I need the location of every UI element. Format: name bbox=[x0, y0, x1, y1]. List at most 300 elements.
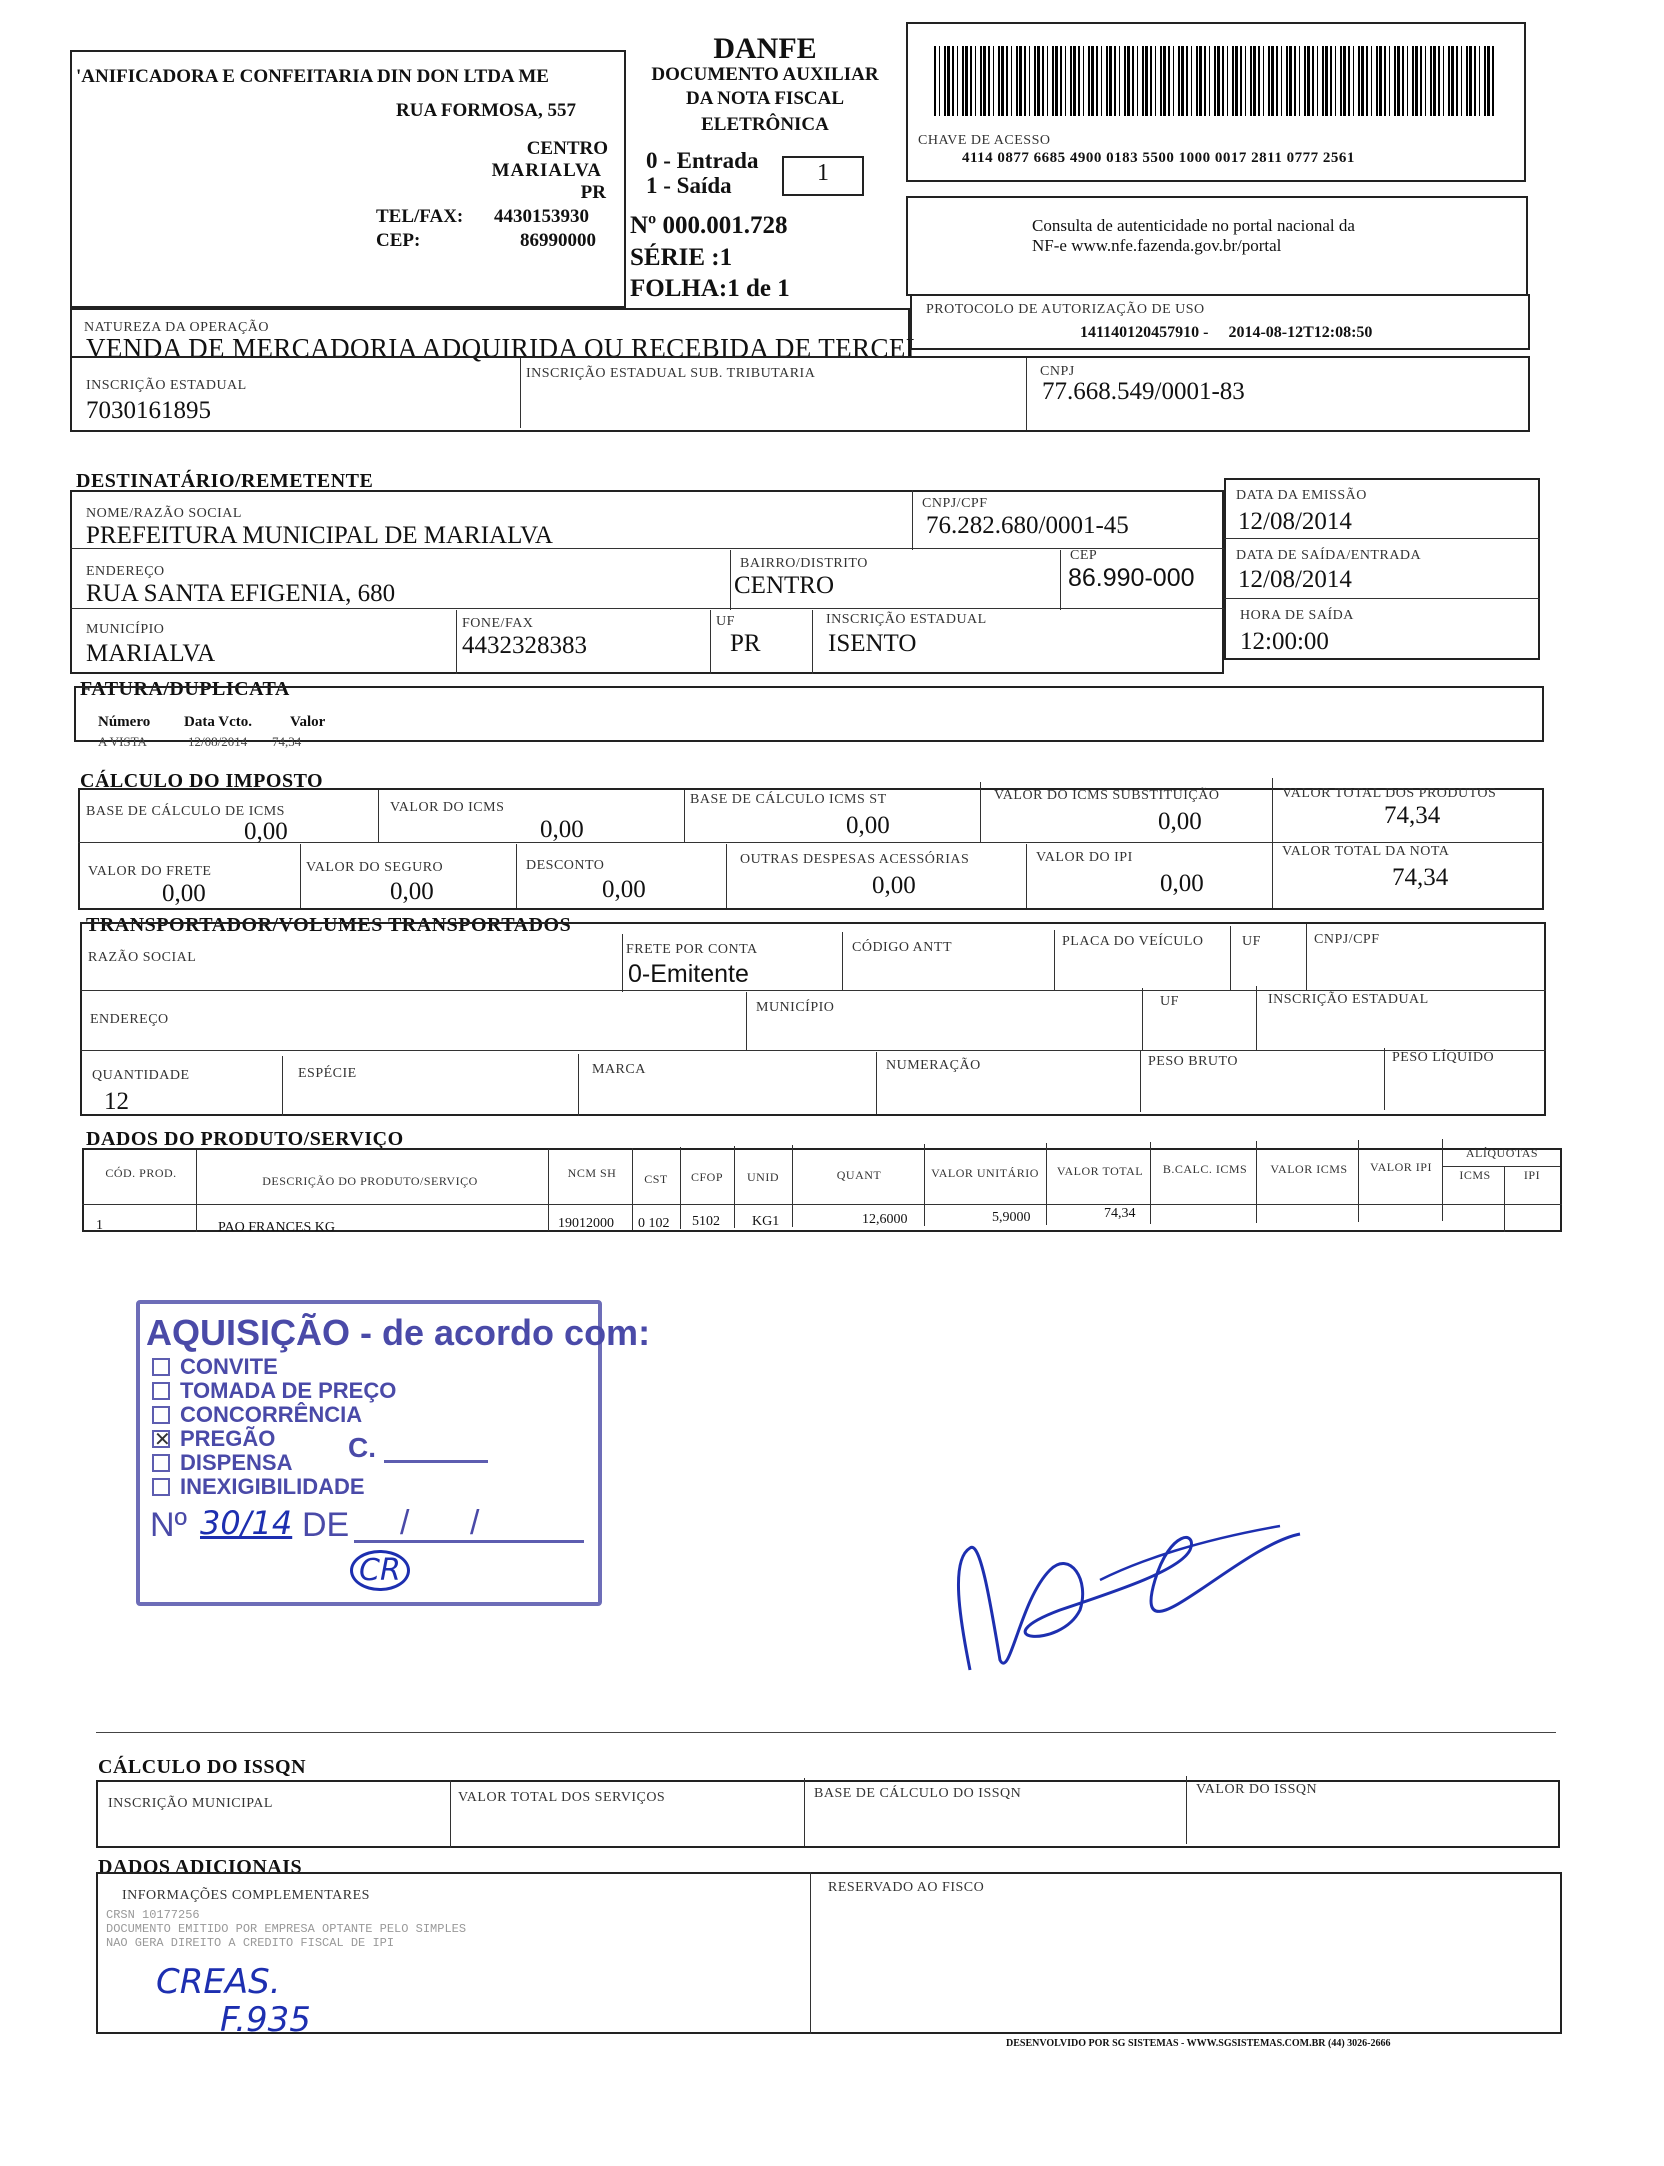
imp-col-2 bbox=[684, 790, 686, 842]
stamp-slash2: / bbox=[470, 1504, 480, 1542]
barcode-bar bbox=[1479, 46, 1480, 116]
seguro-label: VALOR DO SEGURO bbox=[306, 860, 444, 875]
barcode-bar bbox=[1047, 46, 1048, 116]
th-aliq: ALÍQUOTAS bbox=[1465, 1146, 1539, 1160]
tr-frete-label: FRETE POR CONTA bbox=[626, 942, 758, 957]
td-cfop: 5102 bbox=[692, 1214, 720, 1229]
fatura-data-label: Data Vcto. bbox=[184, 714, 253, 730]
dest-saida-label: DATA DE SAÍDA/ENTRADA bbox=[1236, 548, 1422, 563]
inscricao-divider2 bbox=[1026, 358, 1028, 430]
issqn-valor-label: VALOR DO ISSQN bbox=[1196, 1782, 1318, 1797]
barcode-bar bbox=[939, 46, 940, 116]
barcode-bar bbox=[1394, 46, 1396, 116]
barcode-bar bbox=[1415, 46, 1418, 116]
dest-bairro-label: BAIRRO/DISTRITO bbox=[740, 556, 868, 571]
issqn-servicos-label: VALOR TOTAL DOS SERVIÇOS bbox=[458, 1790, 666, 1805]
emitente-state: PR bbox=[580, 182, 606, 203]
barcode-bar bbox=[1160, 46, 1162, 116]
stamp-title: AQUISIÇÃO - de acordo com: bbox=[146, 1312, 651, 1353]
barcode-bar bbox=[1073, 46, 1076, 116]
prod-col-divider bbox=[1150, 1142, 1152, 1224]
tr-col-uf bbox=[1230, 926, 1232, 990]
tr-uf2-label: UF bbox=[1160, 994, 1179, 1009]
tr-razao-label: RAZÃO SOCIAL bbox=[88, 950, 197, 965]
natureza-label: NATUREZA DA OPERAÇÃO bbox=[84, 320, 270, 335]
barcode-bar bbox=[1466, 46, 1468, 116]
emitente-tel: 4430153930 bbox=[494, 206, 589, 227]
barcode-bar bbox=[965, 46, 968, 116]
dest-col-fone bbox=[456, 610, 458, 674]
fatura-numero-label: Número bbox=[98, 714, 151, 730]
danfe-entrada: 0 - Entrada bbox=[646, 148, 759, 173]
valor-icms-label: VALOR DO ICMS bbox=[390, 800, 505, 815]
td-vtotal: 74,34 bbox=[1104, 1206, 1136, 1221]
barcode-bar bbox=[1425, 46, 1426, 116]
barcode-bar bbox=[1078, 46, 1080, 116]
tr-numeracao-label: NUMERAÇÃO bbox=[886, 1058, 981, 1073]
dest-col-cep bbox=[1060, 550, 1062, 610]
barcode-bar bbox=[1209, 46, 1210, 116]
barcode-bar bbox=[1438, 46, 1440, 116]
prod-header-line bbox=[82, 1204, 1562, 1206]
dest-emissao: 12/08/2014 bbox=[1238, 508, 1352, 535]
barcode-bar bbox=[952, 46, 954, 116]
barcode-bar bbox=[1034, 46, 1036, 116]
dest-endereco: RUA SANTA EFIGENIA, 680 bbox=[86, 580, 396, 607]
barcode-bar bbox=[1304, 46, 1306, 116]
barcode-bar bbox=[1150, 46, 1152, 116]
barcode-bar bbox=[1317, 46, 1318, 116]
barcode-bar bbox=[1217, 46, 1220, 116]
barcode-bar bbox=[1361, 46, 1364, 116]
dest-nome: PREFEITURA MUNICIPAL DE MARIALVA bbox=[86, 522, 553, 549]
td-quant: 12,6000 bbox=[862, 1212, 908, 1227]
barcode-bar bbox=[1376, 46, 1378, 116]
outras: 0,00 bbox=[872, 872, 916, 899]
dest-uf-label: UF bbox=[716, 614, 735, 629]
barcode-bar bbox=[1461, 46, 1462, 116]
stamp-option-label: CONCORRÊNCIA bbox=[180, 1402, 363, 1427]
imp-col-3 bbox=[980, 782, 982, 842]
protocolo-label: PROTOCOLO DE AUTORIZAÇÃO DE USO bbox=[926, 302, 1205, 317]
barcode-bar bbox=[1322, 46, 1324, 116]
danfe-folha: FOLHA:1 de 1 bbox=[630, 275, 790, 302]
barcode-bar bbox=[1402, 46, 1404, 116]
base-icms: 0,00 bbox=[244, 818, 288, 845]
tr-row-line2 bbox=[80, 1050, 1546, 1052]
danfe-sub2: DA NOTA FISCAL bbox=[685, 88, 844, 109]
th-desc: DESCRIÇÃO DO PRODUTO/SERVIÇO bbox=[262, 1174, 478, 1188]
barcode-bar bbox=[1448, 46, 1450, 116]
barcode-bar bbox=[1227, 46, 1228, 116]
stamp-checkbox bbox=[152, 1382, 170, 1400]
dest-hora: 12:00:00 bbox=[1240, 628, 1329, 655]
barcode-bar bbox=[1137, 46, 1138, 116]
barcode-bar bbox=[1214, 46, 1216, 116]
barcode-bar bbox=[1487, 46, 1490, 116]
barcode-bar bbox=[1289, 46, 1292, 116]
outras-label: OUTRAS DESPESAS ACESSÓRIAS bbox=[740, 852, 970, 867]
total-prod-label: VALOR TOTAL DOS PRODUTOS bbox=[1282, 786, 1497, 801]
barcode-bar bbox=[1232, 46, 1234, 116]
dates-line1 bbox=[1224, 538, 1540, 540]
barcode-bar bbox=[1412, 46, 1414, 116]
dest-hora-label: HORA DE SAÍDA bbox=[1240, 608, 1354, 623]
barcode-bar bbox=[1271, 46, 1274, 116]
barcode-bar bbox=[1055, 46, 1058, 116]
transportador-section: TRANSPORTADOR/VOLUMES TRANSPORTADOS bbox=[86, 914, 572, 936]
prod-col-divider bbox=[548, 1149, 550, 1231]
barcode-bar bbox=[1052, 46, 1054, 116]
fatura-valor-label: Valor bbox=[290, 714, 326, 730]
th-quant: QUANT bbox=[836, 1168, 882, 1182]
prod-col-divider bbox=[1256, 1141, 1258, 1223]
tr-bruto-label: PESO BRUTO bbox=[1148, 1054, 1238, 1069]
barcode-bar bbox=[1307, 46, 1310, 116]
ie-value: 7030161895 bbox=[86, 397, 211, 424]
barcode-bar bbox=[1011, 46, 1012, 116]
danfe-sub3: ELETRÔNICA bbox=[701, 114, 829, 135]
barcode-bar bbox=[1348, 46, 1350, 116]
frete: 0,00 bbox=[162, 880, 206, 907]
tr-col-bruto bbox=[1140, 1050, 1142, 1112]
barcode bbox=[934, 46, 1500, 116]
issqn-col1 bbox=[450, 1780, 452, 1848]
barcode-bar bbox=[1366, 46, 1368, 116]
tr-col-ie bbox=[1256, 986, 1258, 1050]
cnpj-label: CNPJ bbox=[1040, 364, 1075, 379]
info-line-3: NAO GERA DIREITO A CREDITO FISCAL DE IPI bbox=[106, 1936, 395, 1950]
dest-col-ie bbox=[812, 610, 814, 674]
adicionais-section: DADOS ADICIONAIS bbox=[98, 1856, 303, 1878]
th-cst: CST bbox=[644, 1172, 668, 1186]
base-st-label: BASE DE CÁLCULO ICMS ST bbox=[690, 792, 887, 807]
tr-antt-label: CÓDIGO ANTT bbox=[852, 940, 952, 955]
barcode-bar bbox=[998, 46, 1000, 116]
barcode-bar bbox=[1142, 46, 1144, 116]
signature bbox=[940, 1460, 1310, 1690]
barcode-bar bbox=[1132, 46, 1134, 116]
imp-col-8 bbox=[1026, 844, 1028, 908]
th-cfop: CFOP bbox=[690, 1170, 724, 1184]
adicionais-divider bbox=[810, 1872, 812, 2034]
tr-frete: 0-Emitente bbox=[628, 960, 749, 988]
footer-credit: DESENVOLVIDO POR SG SISTEMAS - WWW.SGSISTEMAS.COM.BR (44) 3026-2666 bbox=[1006, 2038, 1391, 2049]
danfe-sub1: DOCUMENTO AUXILIAR bbox=[651, 64, 879, 85]
th-vtotal: VALOR TOTAL bbox=[1056, 1164, 1144, 1178]
handwritten-creas: CREAS. bbox=[156, 1962, 281, 2002]
tr-marca-label: MARCA bbox=[592, 1062, 646, 1077]
barcode-bar bbox=[1042, 46, 1044, 116]
stamp-de-label: DE bbox=[302, 1506, 350, 1544]
imposto-section: CÁLCULO DO IMPOSTO bbox=[80, 770, 324, 792]
imp-col-4 bbox=[1272, 778, 1274, 908]
barcode-bar bbox=[1407, 46, 1408, 116]
barcode-bar bbox=[1433, 46, 1436, 116]
barcode-bar bbox=[1096, 46, 1098, 116]
barcode-bar bbox=[1235, 46, 1238, 116]
info-line-1: CRSN 10177256 bbox=[106, 1908, 200, 1922]
barcode-bar bbox=[1397, 46, 1400, 116]
produtos-section: DADOS DO PRODUTO/SERVIÇO bbox=[86, 1128, 404, 1150]
protocolo-value: 141140120457910 - 2014-08-12T12:08:50 bbox=[1080, 324, 1373, 341]
barcode-bar bbox=[1181, 46, 1184, 116]
dest-bairro: CENTRO bbox=[734, 572, 834, 599]
prod-col-divider bbox=[196, 1150, 198, 1232]
dest-municipio: MARIALVA bbox=[86, 640, 216, 667]
barcode-bar bbox=[970, 46, 972, 116]
stamp-option-label: TOMADA DE PREÇO bbox=[180, 1378, 397, 1403]
prod-col-divider bbox=[924, 1144, 926, 1226]
barcode-bar bbox=[1037, 46, 1040, 116]
stamp-option-label: DISPENSA bbox=[180, 1450, 293, 1475]
cnpj-value: 77.668.549/0001-83 bbox=[1042, 378, 1245, 405]
total-nota-label: VALOR TOTAL DA NOTA bbox=[1282, 844, 1450, 859]
barcode-bar bbox=[1294, 46, 1296, 116]
emitente-cep-label: CEP: bbox=[376, 230, 421, 251]
danfe-numero: Nº 000.001.728 bbox=[630, 212, 788, 239]
ie-label: INSCRIÇÃO ESTADUAL bbox=[86, 378, 247, 393]
barcode-bar bbox=[1371, 46, 1372, 116]
barcode-bar bbox=[962, 46, 964, 116]
barcode-bar bbox=[1484, 46, 1486, 116]
barcode-bar bbox=[1155, 46, 1156, 116]
td-cod: 1 bbox=[96, 1218, 103, 1233]
tr-especie-label: ESPÉCIE bbox=[298, 1066, 357, 1081]
barcode-bar bbox=[1163, 46, 1166, 116]
barcode-bar bbox=[1191, 46, 1192, 116]
issqn-col2 bbox=[804, 1778, 806, 1846]
imp-col-1 bbox=[378, 790, 380, 842]
td-cst: 0 102 bbox=[638, 1216, 670, 1231]
info-line-2: DOCUMENTO EMITIDO POR EMPRESA OPTANTE PELO SIMPLES bbox=[106, 1922, 467, 1936]
dest-saida: 12/08/2014 bbox=[1238, 566, 1352, 593]
ipi-label: VALOR DO IPI bbox=[1036, 850, 1133, 865]
barcode-bar bbox=[1299, 46, 1300, 116]
barcode-bar bbox=[1451, 46, 1454, 116]
barcode-bar bbox=[1060, 46, 1062, 116]
barcode-bar bbox=[1109, 46, 1112, 116]
barcode-bar bbox=[1065, 46, 1066, 116]
barcode-bar bbox=[1019, 46, 1022, 116]
prod-col-divider bbox=[792, 1145, 794, 1227]
barcode-bar bbox=[1430, 46, 1432, 116]
dest-cep: 86.990-000 bbox=[1068, 564, 1195, 592]
stamp-option-label: PREGÃO bbox=[180, 1426, 276, 1451]
barcode-bar bbox=[1420, 46, 1422, 116]
barcode-bar bbox=[1006, 46, 1008, 116]
stamp-numero-prefix: Nº bbox=[150, 1506, 187, 1544]
barcode-bar bbox=[1168, 46, 1170, 116]
tr-col-frete bbox=[622, 934, 624, 992]
tr-col-placa bbox=[1054, 930, 1056, 990]
dates-line2 bbox=[1224, 598, 1540, 600]
barcode-bar bbox=[1199, 46, 1202, 116]
stamp-checkbox bbox=[152, 1478, 170, 1496]
stamp-numero: 30/14 bbox=[200, 1504, 293, 1542]
dest-fone: 4432328383 bbox=[462, 632, 587, 659]
tr-col-num bbox=[876, 1052, 878, 1114]
tr-cnpj-label: CNPJ/CPF bbox=[1314, 932, 1380, 947]
barcode-bar bbox=[1114, 46, 1116, 116]
valor-st-label: VALOR DO ICMS SUBSTITUIÇÃO bbox=[994, 788, 1220, 803]
prod-col-divider bbox=[632, 1148, 634, 1230]
emitente-cep: 86990000 bbox=[520, 230, 596, 251]
barcode-bar bbox=[1204, 46, 1206, 116]
barcode-bar bbox=[1250, 46, 1252, 116]
barcode-bar bbox=[1127, 46, 1130, 116]
inscricao-divider1 bbox=[520, 358, 522, 428]
dest-col-bairro bbox=[730, 550, 732, 610]
barcode-bar bbox=[975, 46, 976, 116]
barcode-bar bbox=[1091, 46, 1094, 116]
stamp-checkbox bbox=[152, 1406, 170, 1424]
barcode-bar bbox=[1178, 46, 1180, 116]
barcode-bar bbox=[1379, 46, 1382, 116]
barcode-bar bbox=[1029, 46, 1030, 116]
barcode-bar bbox=[1186, 46, 1188, 116]
th-unid: UNID bbox=[747, 1170, 779, 1184]
consulta-line2: NF-e www.nfe.fazenda.gov.br/portal bbox=[1032, 236, 1282, 255]
td-unid: KG1 bbox=[752, 1214, 780, 1229]
barcode-bar bbox=[1196, 46, 1198, 116]
tr-col-antt bbox=[842, 932, 844, 990]
dest-cnpj: 76.282.680/0001-45 bbox=[926, 512, 1129, 539]
handwritten-folio: F.935 bbox=[220, 2000, 311, 2040]
barcode-bar bbox=[1263, 46, 1264, 116]
valor-st: 0,00 bbox=[1158, 808, 1202, 835]
th-ncm: NCM SH bbox=[567, 1166, 617, 1180]
dest-col-uf bbox=[710, 610, 712, 674]
danfe-serie: SÉRIE :1 bbox=[630, 244, 733, 271]
tr-col-liq bbox=[1384, 1048, 1386, 1110]
danfe-tipo: 1 bbox=[817, 160, 829, 186]
base-st: 0,00 bbox=[846, 812, 890, 839]
fisco-label: RESERVADO AO FISCO bbox=[828, 1880, 985, 1895]
emitente-district: CENTRO bbox=[526, 138, 608, 159]
barcode-bar bbox=[1335, 46, 1336, 116]
barcode-bar bbox=[1268, 46, 1270, 116]
barcode-bar bbox=[1384, 46, 1386, 116]
chave-label: CHAVE DE ACESSO bbox=[918, 133, 1051, 148]
danfe-title: DANFE bbox=[713, 32, 817, 65]
chave-value: 4114 0877 6685 4900 0183 5500 1000 0017 2811 0777 2561 bbox=[962, 150, 1355, 166]
barcode-bar bbox=[1083, 46, 1084, 116]
stamp-c-label: C. bbox=[348, 1432, 376, 1463]
barcode-bar bbox=[1330, 46, 1332, 116]
barcode-bar bbox=[1222, 46, 1224, 116]
barcode-bar bbox=[1389, 46, 1390, 116]
total-prod: 74,34 bbox=[1384, 802, 1441, 829]
stamp-initials: CR bbox=[350, 1550, 410, 1591]
stamp-checkbox bbox=[152, 1454, 170, 1472]
tr-col-esp bbox=[282, 1056, 284, 1116]
td-ncm: 19012000 bbox=[558, 1216, 614, 1231]
destinatario-section: DESTINATÁRIO/REMETENTE bbox=[76, 470, 374, 492]
prod-col-divider bbox=[1046, 1143, 1048, 1225]
barcode-bar bbox=[1070, 46, 1072, 116]
barcode-bar bbox=[1173, 46, 1174, 116]
th-cod: CÓD. PROD. bbox=[105, 1166, 177, 1180]
imp-col-5 bbox=[300, 844, 302, 908]
barcode-bar bbox=[1101, 46, 1102, 116]
barcode-bar bbox=[1253, 46, 1256, 116]
barcode-bar bbox=[1245, 46, 1246, 116]
stamp-option-label: INEXIGIBILIDADE bbox=[180, 1474, 365, 1499]
dest-ie-label: INSCRIÇÃO ESTADUAL bbox=[826, 612, 987, 627]
th-vunit: VALOR UNITÁRIO bbox=[931, 1166, 1039, 1180]
prod-col-divider bbox=[1358, 1140, 1360, 1222]
signature-path-2 bbox=[1100, 1526, 1280, 1580]
barcode-bar bbox=[1492, 46, 1494, 116]
barcode-bar bbox=[944, 46, 946, 116]
stamp-slash1: / bbox=[400, 1504, 410, 1542]
stamp-checkbox bbox=[152, 1358, 170, 1376]
transportador-box bbox=[80, 922, 1546, 1116]
barcode-bar bbox=[1358, 46, 1360, 116]
barcode-bar bbox=[988, 46, 990, 116]
danfe-saida: 1 - Saída bbox=[646, 173, 732, 198]
th-aipi: IPI bbox=[1523, 1168, 1541, 1182]
stamp-checkbox: ✕ bbox=[154, 1427, 171, 1451]
tr-col-mun bbox=[746, 992, 748, 1050]
dest-row-line2 bbox=[70, 608, 1224, 610]
th-vicms: VALOR ICMS bbox=[1270, 1162, 1348, 1176]
th-bcalc: B.CALC. ICMS bbox=[1162, 1162, 1248, 1176]
desconto-label: DESCONTO bbox=[526, 858, 605, 873]
stamp-option-label: CONVITE bbox=[180, 1354, 278, 1379]
emitente-name: 'ANIFICADORA E CONFEITARIA DIN DON LTDA ME bbox=[76, 66, 549, 87]
signature-path-1 bbox=[958, 1534, 1300, 1670]
fatura-valor: 74,34 bbox=[272, 734, 302, 749]
barcode-bar bbox=[1340, 46, 1342, 116]
dest-uf: PR bbox=[730, 630, 761, 657]
tr-liquido-label: PESO LÍQUIDO bbox=[1392, 1050, 1495, 1065]
dest-nome-label: NOME/RAZÃO SOCIAL bbox=[86, 506, 242, 521]
td-vunit: 5,9000 bbox=[992, 1210, 1031, 1225]
barcode-bar bbox=[1343, 46, 1346, 116]
barcode-bar bbox=[957, 46, 958, 116]
stamp-c-line bbox=[384, 1460, 488, 1463]
barcode-bar bbox=[1001, 46, 1004, 116]
barcode-bar bbox=[1258, 46, 1260, 116]
td-desc: PAO FRANCES KG bbox=[218, 1220, 335, 1235]
tr-col-cnpj bbox=[1306, 924, 1308, 990]
barcode-bar bbox=[993, 46, 994, 116]
emitente-city: MARIALVA bbox=[491, 160, 602, 181]
tr-qtd: 12 bbox=[104, 1088, 129, 1115]
emitente-tel-label: TEL/FAX: bbox=[376, 206, 464, 227]
barcode-bar bbox=[1286, 46, 1288, 116]
barcode-bar bbox=[1276, 46, 1278, 116]
barcode-bar bbox=[1106, 46, 1108, 116]
natureza-value: VENDA DE MERCADORIA ADQUIRIDA OU RECEBIDA DE TERCEI bbox=[86, 333, 916, 363]
frete-label: VALOR DO FRETE bbox=[88, 864, 212, 879]
dest-cnpj-label: CNPJ/CPF bbox=[922, 496, 988, 511]
tr-qtd-label: QUANTIDADE bbox=[92, 1068, 190, 1083]
tr-col-marca bbox=[578, 1054, 580, 1116]
barcode-bar bbox=[1088, 46, 1090, 116]
dest-ie: ISENTO bbox=[828, 630, 917, 657]
imp-col-7 bbox=[726, 844, 728, 908]
tr-placa-label: PLACA DO VEÍCULO bbox=[1062, 934, 1204, 949]
issqn-base-label: BASE DE CÁLCULO DO ISSQN bbox=[814, 1786, 1022, 1801]
fatura-section: FATURA/DUPLICATA bbox=[80, 678, 290, 700]
barcode-bar bbox=[1124, 46, 1126, 116]
issqn-top-line bbox=[96, 1732, 1556, 1733]
tr-endereco-label: ENDEREÇO bbox=[90, 1012, 169, 1027]
total-nota: 74,34 bbox=[1392, 864, 1449, 891]
